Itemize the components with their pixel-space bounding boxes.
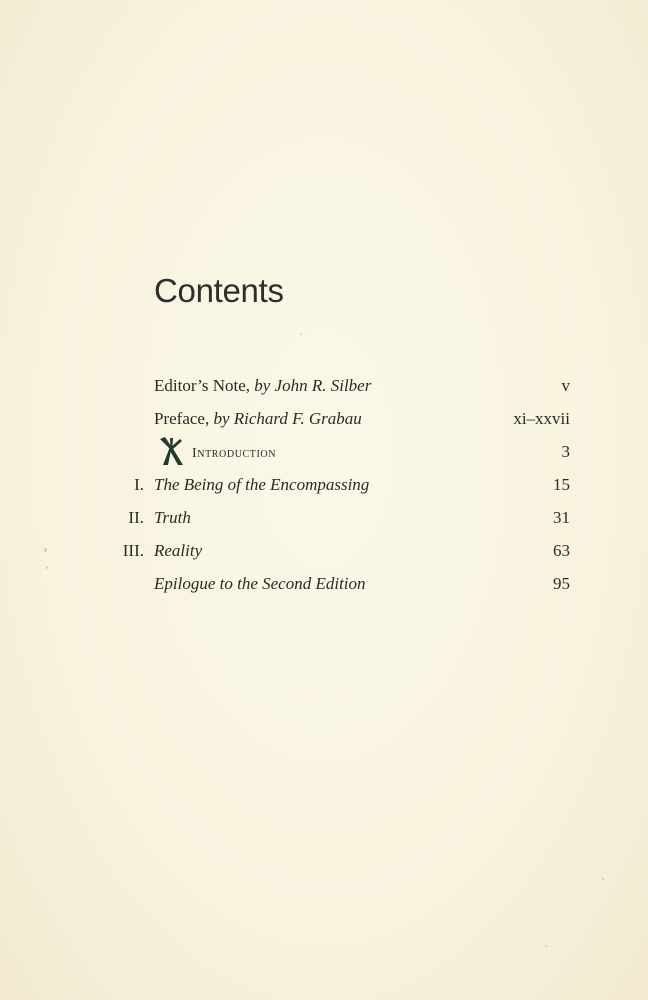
paper-speck bbox=[545, 945, 547, 947]
toc-page-number: xi–xxvii bbox=[513, 409, 570, 428]
toc-entry-title: Introduction bbox=[192, 446, 277, 461]
toc-page-number: v bbox=[561, 376, 570, 395]
page-title: Contents bbox=[154, 272, 284, 309]
toc-entry bbox=[154, 409, 362, 429]
toc-entry-title: Reality bbox=[154, 541, 203, 560]
toc-entry-title: The Being of the Encompassing bbox=[154, 475, 370, 494]
toc-page-number: 3 bbox=[561, 442, 570, 461]
toc-entry-text: Preface, bbox=[154, 409, 214, 428]
paper-speck bbox=[602, 878, 604, 880]
toc-page-number: 15 bbox=[553, 475, 570, 494]
toc-entry bbox=[154, 436, 276, 466]
toc-entry-text: Editor’s Note, bbox=[154, 376, 255, 395]
toc-row-chapter-3 bbox=[0, 535, 648, 565]
asterisk-icon bbox=[156, 436, 186, 466]
toc-row-chapter-2 bbox=[0, 502, 648, 532]
toc-row-epilogue bbox=[0, 568, 648, 598]
toc-entry-title: Truth bbox=[154, 508, 191, 527]
toc-page-number: 31 bbox=[553, 508, 570, 527]
toc-row-preface bbox=[0, 403, 648, 433]
toc-chapter-numeral: I. bbox=[134, 475, 144, 494]
toc-entry-author: by John R. Silber bbox=[254, 376, 372, 395]
toc-chapter-numeral: II. bbox=[128, 508, 144, 527]
paper-speck bbox=[46, 566, 48, 569]
toc-row-chapter-1 bbox=[0, 469, 648, 499]
toc-page-number: 63 bbox=[553, 541, 570, 560]
toc-row-editors-note bbox=[0, 370, 648, 400]
toc-entry-author: by Richard F. Grabau bbox=[213, 409, 362, 428]
paper-speck bbox=[300, 333, 302, 335]
toc-row-introduction bbox=[0, 436, 648, 466]
toc-entry-title: Epilogue to the Second Edition bbox=[154, 574, 366, 593]
paper-speck bbox=[44, 548, 47, 552]
toc-page-number: 95 bbox=[553, 574, 570, 593]
toc-chapter-numeral: III. bbox=[122, 541, 144, 560]
toc-entry bbox=[154, 376, 371, 396]
